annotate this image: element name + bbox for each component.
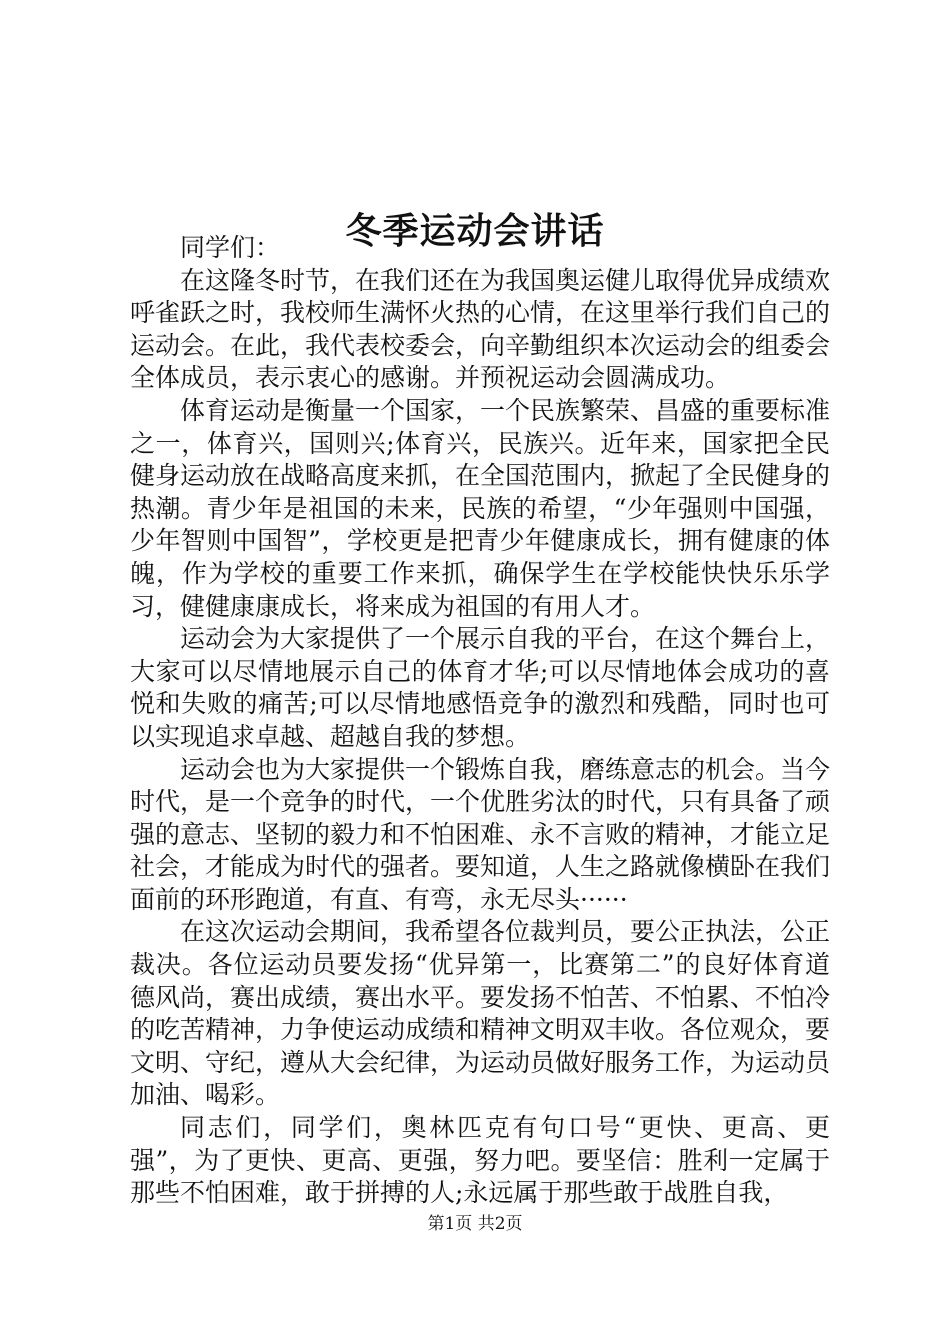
- paragraph-3: 运动会为大家提供了一个展示自我的平台，在这个舞台上，大家可以尽情地展示自己的体育才华;可以尽情地体会成功的喜悦和失败的痛苦;可以尽情地感悟竞争的激烈和残酷，同时也可以实现追求卓越、超越自我的梦想。: [130, 624, 831, 751]
- paragraph-1: 在这隆冬时节，在我们还在为我国奥运健儿取得优异成绩欢呼雀跃之时，我校师生满怀火热的心情，在这里举行我们自己的运动会。在此，我代表校委会，向辛勤组织本次运动会的组委会全体成员，表示衷心的感谢。并预祝运动会圆满成功。: [130, 265, 831, 393]
- paragraph-6: 同志们，同学们，奥林匹克有句口号“更快、更高、更强”，为了更快、更高、更强，努力吧。要坚信：胜利一定属于那些不怕困难，敢于拼搏的人;永远属于那些敢于战胜自我，: [130, 1113, 830, 1208]
- paragraph-4: 运动会也为大家提供一个锻炼自我，磨练意志的机会。当今时代，是一个竞争的时代，一个优胜劣汰的时代，只有具备了顽强的意志、坚韧的毅力和不怕困难、永不言败的精神，才能立足社会，才能成为时代的强者。要知道，人生之路就像横卧在我们面前的环形跑道，有直、有弯，永无尽头······: [130, 754, 831, 914]
- document-body: [130, 232, 830, 1210]
- document-title: 冬季运动会讲话: [345, 210, 605, 253]
- paragraph-5: 在这次运动会期间，我希望各位裁判员，要公正执法，公正裁决。各位运动员要发扬“优异第一，比赛第二”的良好体育道德风尚，赛出成绩，赛出水平。要发扬不怕苦、不怕累、不怕冷的吃苦精神，力争使运动成绩和精神文明双丰收。各位观众，要文明、守纪，遵从大会纪律，为运动员做好服务工作，为运动员加油、喝彩。: [130, 917, 831, 1110]
- greeting: 同学们：: [180, 233, 281, 262]
- page-number-footer: 第1页 共2页: [427, 1214, 523, 1234]
- paragraph-2: 体育运动是衡量一个国家，一个民族繁荣、昌盛的重要标准之一，体育兴，国则兴;体育兴，民族兴。近年来，国家把全民健身运动放在战略高度来抓，在全国范围内，掀起了全民健身的热潮。青少年是祖国的未来，民族的希望，“少年强则中国强，少年智则中国智”，学校更是把青少年健康成长，拥有健康的体魄，作为学校的重要工作来抓，确保学生在学校能快快乐乐学习，健健康康成长，将来成为祖国的有用人才。: [130, 395, 831, 621]
